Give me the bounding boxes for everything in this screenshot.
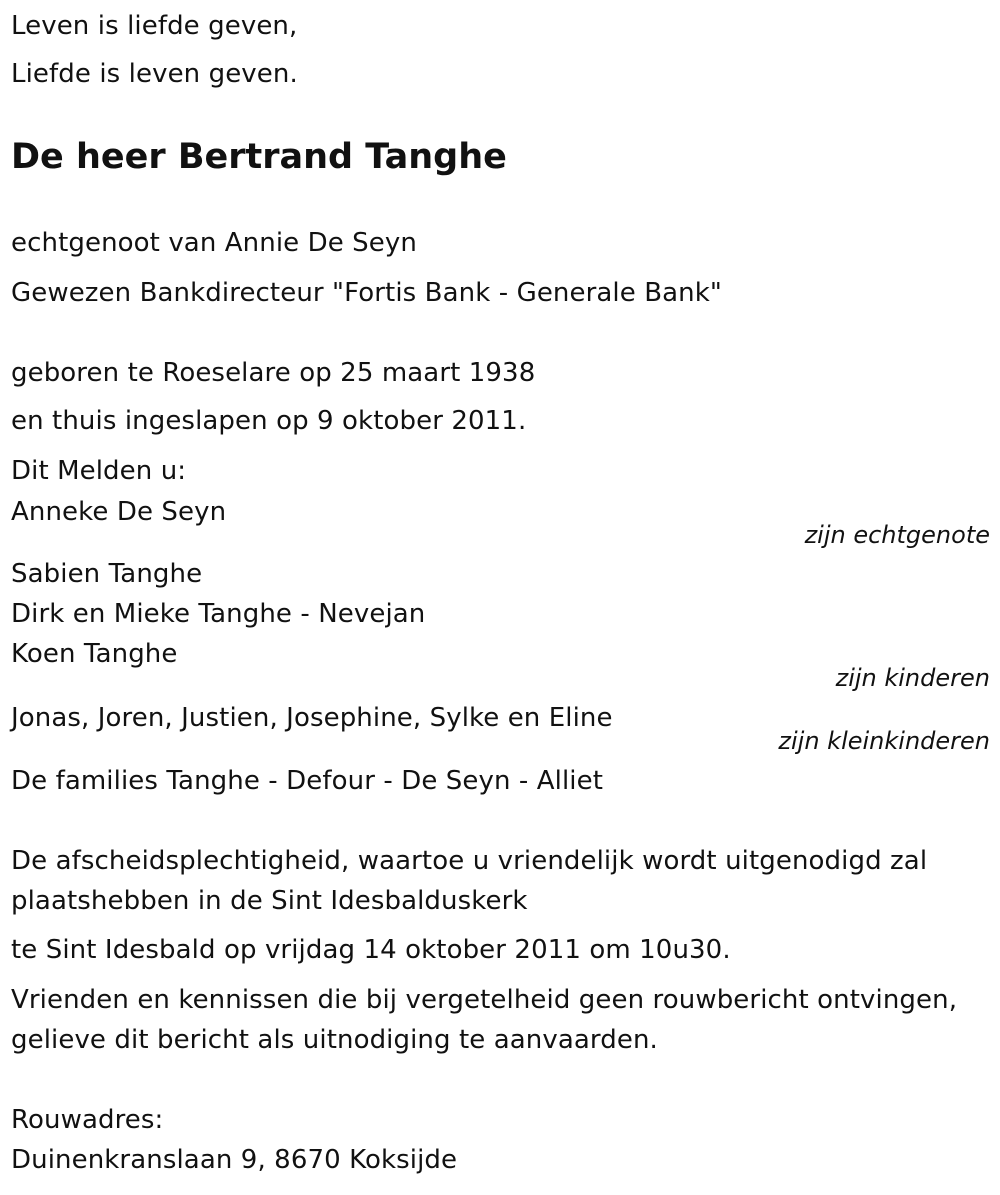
family-member-name: Dirk en Mieke Tanghe - Nevejan	[11, 599, 426, 629]
relation-label: zijn kinderen	[835, 664, 990, 692]
families-line: De families Tanghe - Defour - De Seyn - Alliet	[11, 766, 604, 796]
address-label: Rouwadres:	[11, 1105, 164, 1135]
address-value: Duinenkranslaan 9, 8670 Koksijde	[11, 1145, 458, 1175]
ceremony-line-1: De afscheidsplechtigheid, waartoe u vriendelijk wordt uitgenodigd zal	[11, 846, 928, 876]
death-line: en thuis ingeslapen op 9 oktober 2011.	[11, 406, 527, 436]
notice-line-2: gelieve dit bericht als uitnodiging te aanvaarden.	[11, 1025, 658, 1055]
relation-label: zijn kleinkinderen	[778, 727, 990, 755]
deceased-name: De heer Bertrand Tanghe	[11, 137, 507, 177]
family-member-name: Koen Tanghe	[11, 639, 178, 669]
family-member-name: Jonas, Joren, Justien, Josephine, Sylke en Eline	[11, 703, 613, 733]
ceremony-line-2: plaatshebben in de Sint Idesbalduskerk	[11, 886, 528, 916]
motto-line-2: Liefde is leven geven.	[11, 59, 298, 89]
relation-label: zijn echtgenote	[804, 521, 990, 549]
announcement-intro: Dit Melden u:	[11, 456, 187, 486]
family-member-name: Anneke De Seyn	[11, 497, 227, 527]
family-member-name: Sabien Tanghe	[11, 559, 203, 589]
profession-line: Gewezen Bankdirecteur "Fortis Bank - Generale Bank"	[11, 278, 722, 308]
notice-line-1: Vrienden en kennissen die bij vergetelheid geen rouwbericht ontvingen,	[11, 985, 958, 1015]
motto-line-1: Leven is liefde geven,	[11, 11, 298, 41]
ceremony-line-3: te Sint Idesbald op vrijdag 14 oktober 2011 om 10u30.	[11, 935, 731, 965]
birth-line: geboren te Roeselare op 25 maart 1938	[11, 358, 536, 388]
spouse-line: echtgenoot van Annie De Seyn	[11, 228, 417, 258]
